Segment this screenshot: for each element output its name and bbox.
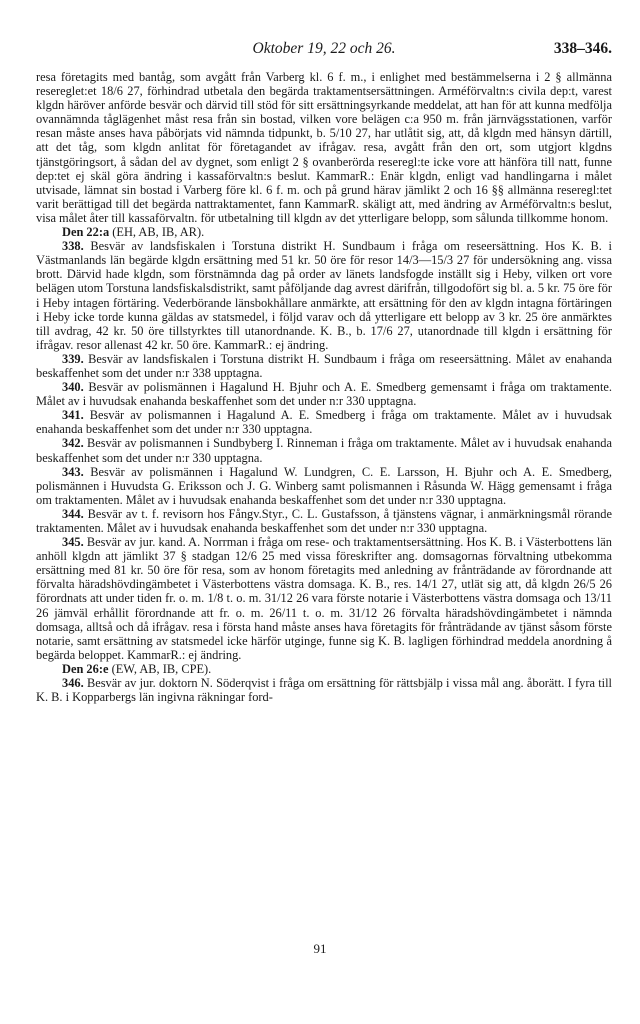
body-text <box>36 70 612 704</box>
case-text: Besvär av landsfiskalen i Torstuna distrikt H. Sundbaum i fråga om reseersättning. Hos K. B. i Västmanlands län begärde klgdn ersättning med 51 kr. 50 öre för resor 14/3—15/3 27 för undersökning ang. vissa brott. Därvid hade klgdn, som förstnämnda dag på order av länets landsfogde inställt sig i Heby, vilken ort vore belägen utom Torstuna landsfiskalsdistrikt, samt påföljande dag avrest därifrån, tillgodofört sig bl. a. 5 kr. 75 öre för i Heby intagen förtäring. Vederbörande länsbokhållare anmärkte, att ersättning för den av klgdn intagna förtäringen i Heby icke torde kunna gäldas av statsmedel, i följd varav och då ytterligare ett belopp av 3 kr. 25 öre anmärktes till avdrag, 42 kr. 50 öre tillstyrktes till utanordnande. K. B., b. 17/6 27, utanordnade till klgdn i ersättning för ifrågav. resor allenast 42 kr. 50 öre. KammarR.: ej ändring. <box>36 239 612 352</box>
case-paragraph <box>36 436 612 464</box>
case-number: 338. <box>62 239 84 254</box>
case-number: 340. <box>62 380 84 395</box>
case-text: Besvär av t. f. revisorn hos Fångv.Styr., C. L. Gustafsson, å tjänstens vägnar, i anmärkningsmål rörande traktamenten. Målet av i huvudsak enahanda beskaffenhet som det under n:r 330 upptagna. <box>36 506 612 535</box>
case-text: Besvär av landsfiskalen i Torstuna distrikt H. Sundbaum i fråga om reseersättning. Målet av enahanda beskaffenhet som det under n:r 338 upptagna. <box>36 351 612 380</box>
case-number: 341. <box>62 408 84 423</box>
case-number: 344. <box>62 506 84 521</box>
session-label: Den 26:e <box>62 661 109 676</box>
session-members: (EW, AB, IB, CPE). <box>111 661 212 676</box>
case-paragraph <box>36 380 612 408</box>
session-heading <box>36 662 612 676</box>
page-number: 91 <box>313 941 327 956</box>
header-title: Oktober 19, 22 och 26. <box>252 40 396 57</box>
case-text: Besvär av polismannen i Sundbyberg I. Rinneman i fråga om traktamente. Målet av i huvudsak enahanda beskaffenhet som det under n:r 330 upptagna. <box>36 436 612 465</box>
session-label: Den 22:a <box>62 225 110 240</box>
session-members: (EH, AB, IB, AR). <box>112 225 205 240</box>
case-paragraph <box>36 352 612 380</box>
case-text: Besvär av jur. kand. A. Norrman i fråga om rese- och traktamentsersättning. Hos K. B. i Västerbottens län anhöll klgdn att jämlikt 37 § stadgan 12/6 25 med vissa föreskrifter ang. domsagornas förvaltning utbekomma ersättning med 81 kr. 50 öre för resa, som av honom företagits med anledning av frånträdande av förordnande att förvalta häradshövdingämbetet i Västerbottens västra domsaga. K. B., res. 14/1 27, utlät sig att, då klgdn 26/5 26 förordnats att under tiden fr. o. m. 1/8 t. o. m. 31/12 26 vara förste notarie i Västerbottens västra domsaga och 13/11 26 jämväl erhållit förordnande att fr. o. m. 26/11 t. o. m. 31/12 26 förvalta häradshövdingämbetet i nämnda domsaga, alltså och då ifrågav. resa i första hand måste anses hava företagits för frånträdande av tjänst såsom förste notarie, samt ersättning av statsmedel icke härför utginge, funne sig K. B. lagligen förhindrad meddela anordning å begärda beloppet. KammarR.: ej ändring. <box>36 535 612 662</box>
case-paragraph <box>36 535 612 662</box>
running-header <box>36 40 612 64</box>
case-text: Besvär av jur. doktorn N. Söderqvist i fråga om ersättning för rättsbjälp i vissa mål ang. åborätt. I fyra till K. B. i Kopparbergs län ingivna räkningar ford- <box>36 676 612 705</box>
case-paragraph <box>36 408 612 436</box>
case-number: 339. <box>62 351 84 366</box>
case-number: 346. <box>62 676 84 691</box>
case-number: 343. <box>62 464 84 479</box>
case-paragraph <box>36 465 612 507</box>
case-paragraph <box>36 676 612 704</box>
case-number: 345. <box>62 535 84 550</box>
case-paragraph <box>36 507 612 535</box>
case-paragraph <box>36 239 612 352</box>
case-text: Besvär av polismännen i Hagalund W. Lundgren, C. E. Larsson, H. Bjuhr och A. E. Smedberg, polismännen i Huvudsta G. Eriksson och J. G. Winberg samt polismannen i Råsunda W. Hägg gemensamt i fråga om traktamenten. Målet av i huvudsak enahanda beskaffenhet som det under n:r 330 upptagna. <box>36 464 612 507</box>
paragraph-continuation <box>36 70 612 225</box>
paragraph-text: resa företagits med bantåg, som avgått från Varberg kl. 6 f. m., i enlighet med bestämmelserna i 2 § allmänna resereglet:et 18/6 27, förhindrad utbetala den begärda traktamentsersättningen. Arméförvaltn:s civila dep:t, varest klgdn häröver anförde besvär och därvid till stöd för sitt ersättningsyrkande meddelat, att han för att kunna medfölja ovannämnda tåglägenhet måst resa från sin bostad, vilken vore belägen c:a 950 m. från järnvägsstationen, varför resan måste anses hava påbörjats vid nämnda tidpunkt, b. 5/10 27, har utlåtit sig, att, då klgdn med hänsyn därtill, att det tåg, som klgdn anlitat för företagandet av ifrågav. resa, avgått från den ort, som utgjort klgdns tjänstgöringsort, å sådan del av dygnet, som enligt 2 § ovanberörda reseregl:te icke vore att hänföra till natt, funne dep:tet ej skäl göra ändring i kassaförvaltn:s beslut. KammarR.: Enär klgdn, enligt vad handlingarna i målet utvisade, lämnat sin bostad i Varberg före kl. 6 f. m. och på grund härav jämlikt 2 och 16 §§ allmänna reseregl:tet varit berättigad till det begärda nattraktamentet, fann KammarR. skäligt att, med ändring av Arméförvaltn:s beslut, visa målet åter till kassaförvaltn. för utbetalning till klgdn av det ytterligare belopp, som sålunda tillkomme honom. <box>36 70 612 225</box>
case-text: Besvär av polismännen i Hagalund H. Bjuhr och A. E. Smedberg gemensamt i fråga om traktamente. Målet av i huvudsak enahanda beskaffenhet som det under n:r 330 upptagna. <box>36 380 612 409</box>
case-text: Besvär av polismannen i Hagalund A. E. Smedberg i fråga om traktamente. Målet av i huvudsak enahanda beskaffenhet som det under n:r 330 upptagna. <box>36 408 612 437</box>
case-number: 342. <box>62 436 84 451</box>
header-case-range: 338–346. <box>553 40 612 57</box>
session-heading <box>36 225 612 239</box>
